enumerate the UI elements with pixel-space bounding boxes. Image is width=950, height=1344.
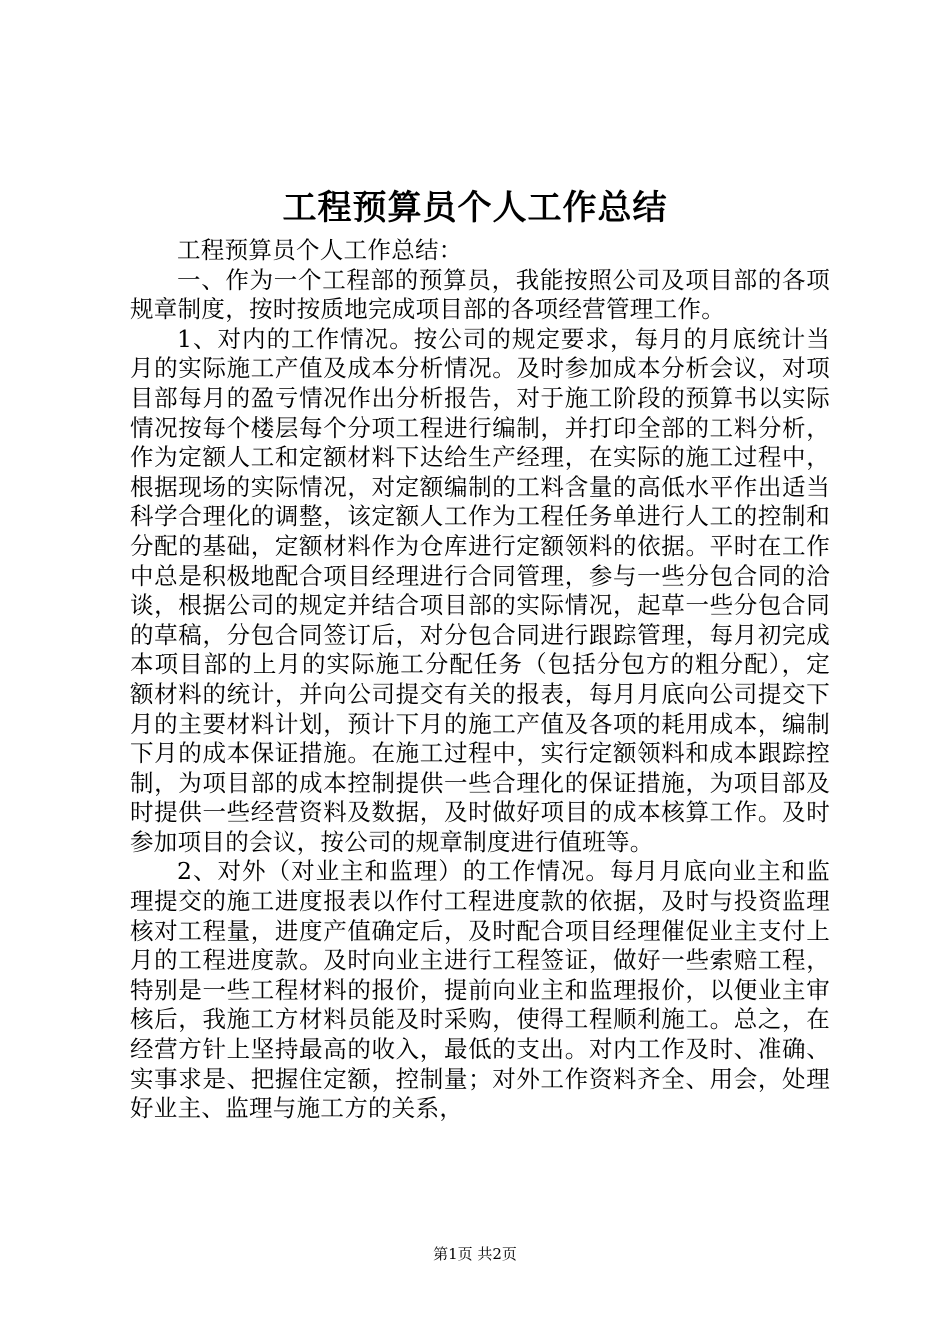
- document-body: [130, 236, 830, 1124]
- paragraph-internal-work: 1、对内的工作情况。按公司的规定要求，每月的月底统计当月的实际施工产值及成本分析情况。及时参加成本分析会议，对项目部每月的盈亏情况作出分析报告，对于施工阶段的预算书以实际情况按每个楼层每个分项工程进行编制，并打印全部的工料分析，作为定额人工和定额材料下达给生产经理，在实际的施工过程中，根据现场的实际情况，对定额编制的工料含量的高低水平作出适当科学合理化的调整，该定额人工作为工程任务单进行人工的控制和分配的基础，定额材料作为仓库进行定额领料的依据。平时在工作中总是积极地配合项目经理进行合同管理，参与一些分包合同的洽谈，根据公司的规定并结合项目部的实际情况，起草一些分包合同的草稿，分包合同签订后，对分包合同进行跟踪管理，每月初完成本项目部的上月的实际施工分配任务（包括分包方的粗分配），定额材料的统计，并向公司提交有关的报表，每月月底向公司提交下月的主要材料计划，预计下月的施工产值及各项的耗用成本，编制下月的成本保证措施。在施工过程中，实行定额领料和成本跟踪控制，为项目部的成本控制提供一些合理化的保证措施，为项目部及时提供一些经营资料及数据，及时做好项目的成本核算工作。及时参加项目的会议，按公司的规章制度进行值班等。: [130, 324, 830, 856]
- paragraph-external-work: 2、对外（对业主和监理）的工作情况。每月月底向业主和监理提交的施工进度报表以作付工程进度款的依据，及时与投资监理核对工程量，进度产值确定后，及时配合项目经理催促业主支付上月的工程进度款。及时向业主进行工程签证，做好一些索赔工程，特别是一些工程材料的报价，提前向业主和监理报价，以便业主审核后，我施工方材料员能及时采购，使得工程顺利施工。总之，在经营方针上坚持最高的收入，最低的支出。对内工作及时、准确、实事求是、把握住定额，控制量；对外工作资料齐全、用会，处理好业主、监理与施工方的关系，: [130, 857, 830, 1123]
- paragraph-intro: 工程预算员个人工作总结：: [177, 236, 463, 264]
- page-footer: 第1页 共2页: [433, 1245, 517, 1263]
- document-title: 工程预算员个人工作总结: [282, 188, 668, 228]
- paragraph-section-1: 一、作为一个工程部的预算员，我能按照公司及项目部的各项规章制度，按时按质地完成项目部的各项经营管理工作。: [130, 265, 830, 324]
